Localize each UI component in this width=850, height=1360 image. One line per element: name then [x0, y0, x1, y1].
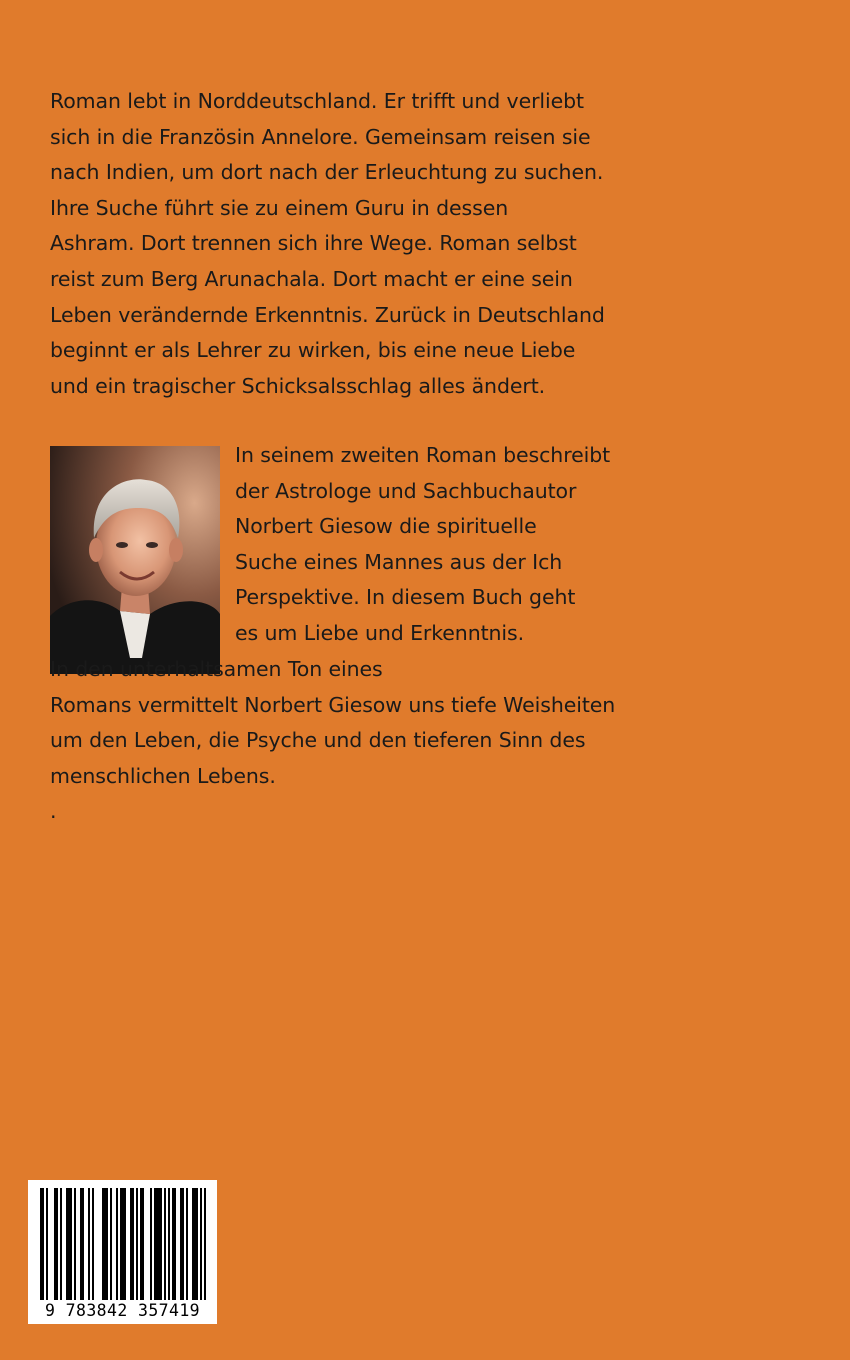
barcode-bar [88, 1188, 90, 1300]
blurb-line: und ein tragischer Schicksalsschlag alles ändert. [50, 373, 546, 398]
author-paragraph-below-photo [50, 652, 615, 794]
barcode-bar [150, 1188, 152, 1300]
blurb-line: Leben verändernde Erkenntnis. Zurück in Deutschland [50, 302, 605, 327]
trailing-period [50, 794, 56, 830]
author-line: menschlichen Lebens. [50, 763, 276, 788]
author-line: Suche eines Mannes aus der Ich [235, 549, 563, 574]
barcode-bar [130, 1188, 134, 1300]
barcode-bar [66, 1188, 72, 1300]
barcode-bar [54, 1188, 58, 1300]
author-line: Romans vermittelt Norbert Giesow uns tiefe Weisheiten [50, 692, 616, 717]
blurb-line: sich in die Französin Annelore. Gemeinsam reisen sie [50, 124, 591, 149]
author-line: es um Liebe und Erkenntnis. [235, 620, 525, 645]
barcode-bar [120, 1188, 126, 1300]
barcode-bar [164, 1188, 166, 1300]
blurb-line: Roman lebt in Norddeutschland. Er trifft und verliebt [50, 89, 584, 113]
trailing-mark: . [50, 799, 57, 823]
author-line: In seinem zweiten Roman beschreibt [235, 443, 611, 467]
barcode-bar [74, 1188, 76, 1300]
barcode-bar [192, 1188, 198, 1300]
barcode-bar [172, 1188, 176, 1300]
barcode-bar [140, 1188, 144, 1300]
blurb-line: reist zum Berg Arunachala. Dort macht er eine sein [50, 266, 573, 291]
author-line: der Astrologe und Sachbuchautor [235, 478, 577, 503]
author-line: In den unterhaltsamen Ton eines [50, 657, 383, 681]
isbn-number: 9 783842 357419 [44, 1301, 200, 1320]
author-paragraph-beside-photo [235, 438, 610, 652]
blurb-line: Ihre Suche führt sie zu einem Guru in dessen [50, 195, 509, 220]
isbn-barcode [28, 1180, 217, 1324]
barcode-bar [200, 1188, 202, 1300]
barcode-bar [40, 1188, 44, 1300]
blurb-paragraph [50, 84, 605, 404]
blurb-line: nach Indien, um dort nach der Erleuchtung zu suchen. [50, 160, 604, 185]
barcode-bar [110, 1188, 112, 1300]
blurb-line: Ashram. Dort trennen sich ihre Wege. Roman selbst [50, 231, 577, 256]
blurb-line: beginnt er als Lehrer zu wirken, bis eine neue Liebe [50, 338, 576, 363]
barcode-bar [204, 1188, 206, 1300]
barcode-bar [136, 1188, 138, 1300]
author-line: um den Leben, die Psyche und den tieferen Sinn des [50, 728, 586, 753]
author-line: Perspektive. In diesem Buch geht [235, 585, 576, 610]
barcode-bar [168, 1188, 170, 1300]
barcode-bar [186, 1188, 188, 1300]
barcode-bar [60, 1188, 62, 1300]
barcode-bar [180, 1188, 184, 1300]
barcode-bar [80, 1188, 84, 1300]
barcode-bar [154, 1188, 162, 1300]
author-photo [50, 446, 220, 674]
barcode-bar [92, 1188, 94, 1300]
author-line: Norbert Giesow die spirituelle [235, 514, 537, 539]
barcode-bar [102, 1188, 108, 1300]
barcode-bar [116, 1188, 118, 1300]
barcode-bar [46, 1188, 48, 1300]
